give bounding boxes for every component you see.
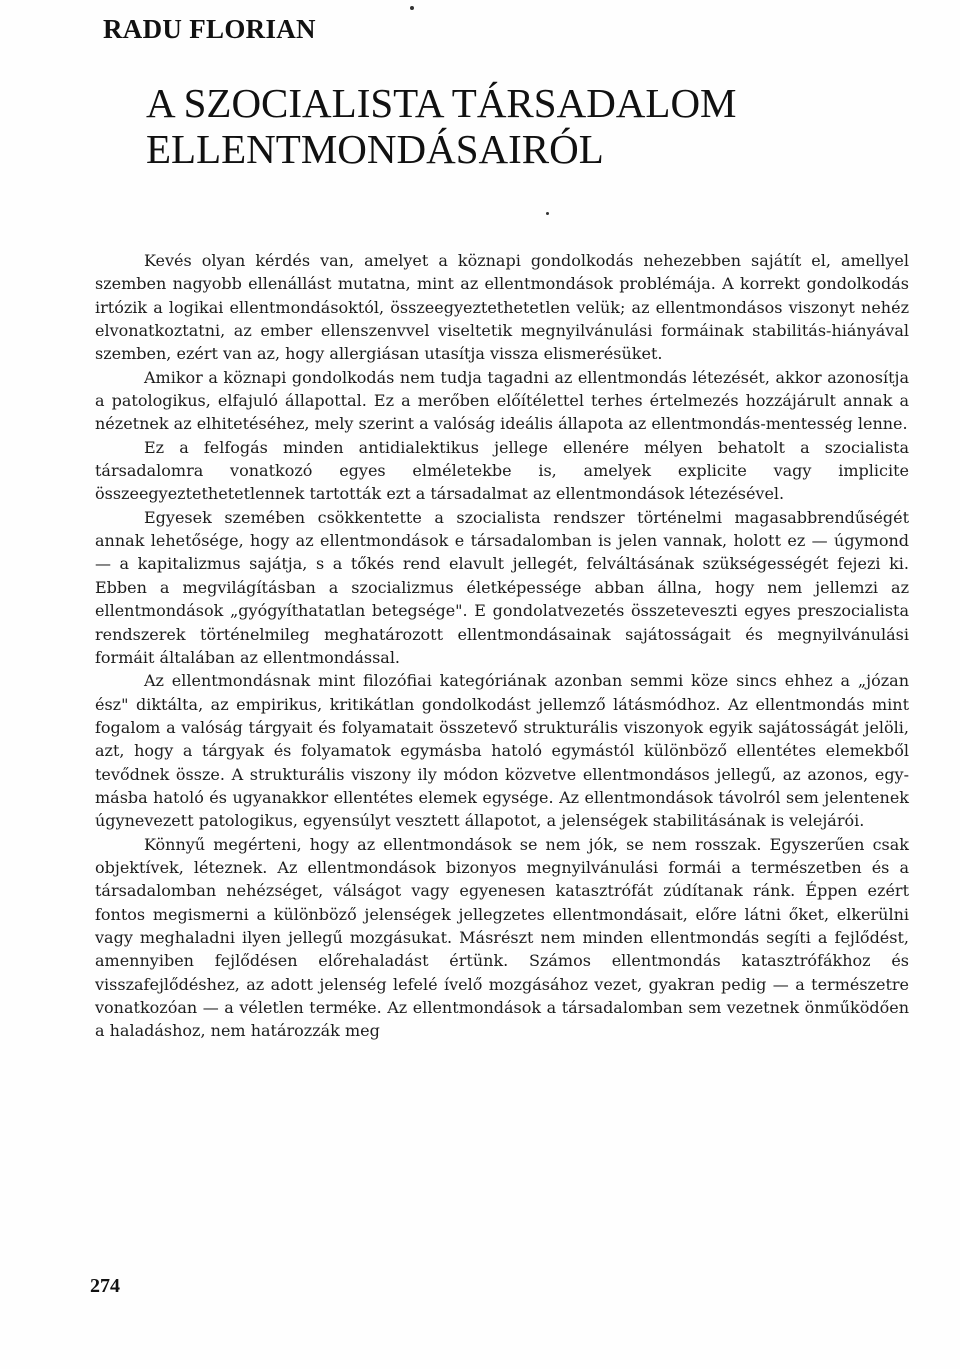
paragraph: Kevés olyan kérdés van, amelyet a köznapi gondolkodás nehezebben sajátít el, amellyel szemben nagyobb ellenállást mutatna, mint az ellentmondások problémája. A korrekt gondolkodás irtózik a logikai ellentmondásoktól, összeegyeztethetetlen velük; az ellentmondásos viszonyt nehéz elvonatkoztatni, az ember ellenszenvvel viseltetik megnyilvánulási formáinak stabilitás-hiányával szemben, ezért van az, hogy allergiásan utasítja vissza elismerésüket. — [95, 251, 909, 364]
paragraph: Egyesek szemében csökkentette a szocialista rendszer történelmi magasabbrendűségét annak lehetősége, hogy az ellentmondások e társadalomban is jelen vannak, holott ez — úgymond — a kapitalizmus sajátja, s a tőkés rend elavult jellegét, felváltásának szükségességét fejezi ki. Ebben a megvilágításban a szocializmus életképessége abban állna, hogy nem jellemzi az ellentmondások „gyógyíthatatlan betegsége". E gondolatvezetés összeteveszti egyes preszocialista rendszerek történelmileg meghatározott ellentmondásainak sajátosságait és megnyilvánulási formáit általában az ellentmondással. — [95, 507, 909, 667]
scan-speck — [410, 6, 414, 10]
paragraph: Könnyű megérteni, hogy az ellentmondások se nem jók, se nem rosszak. Egyszerűen csak objektívek, léteznek. Az ellentmondások bizonyos megnyilvánulási formái a természetben és a társadalomban nehézséget, válságot vagy egyenesen katasztrófát zúdítanak ránk. Éppen ezért fontos megismerni a különböző jelenségek jellegzetes ellentmondásait, előre látni őket, elkerülni vagy meghaladni ilyen jellegű mozgásukat. Másrészt nem minden ellentmondás segíti a fejlődést, amennyiben fejlődésen előrehaladást értünk. Számos ellentmondás katasztrófákhoz és visszafejlődéshez, az adott jelenség lefelé ívelő mozgásához vezet, gyakran pedig — a természetre vonatkozóan — a véletlen terméke. Az ellentmondások a társadalomban sem vezetnek önműködően a haladáshoz, nem határozzák meg — [95, 834, 909, 1041]
article-title-line-2: ELLENTMONDÁSAIRÓL — [146, 126, 604, 172]
paragraph: Az ellentmondásnak mint filozófiai kategóriának azonban semmi köze sincs ehhez a „józan ész" diktálta, az empirikus, kritikátlan gondolkodást jellemző látásmódhoz. Az ellentmondás mint fogalom a valóság tárgyait és folyamatait összetevő strukturális viszonyok egyik sajátosságát jelöli, azt, hogy a tárgyak és folyamatok egymásba hatoló egymástól különböző ellentétes elemekből tevődnek össze. A strukturális viszony ily módon közvetve ellentmondásos jellegű, az azonos, egymásba hatoló és ugyanakkor ellentétes elemek egysége. Az ellentmondások távolról sem jelentenek úgynevezett patologikus, egyensúlyt vesztett állapotot, a jelenségek stabilitásának is velejárói. — [95, 671, 909, 831]
scan-speck — [546, 212, 549, 215]
author-name: RADU FLORIAN — [103, 14, 316, 44]
article-title-line-1: A SZOCIALISTA TÁRSADALOM — [146, 80, 737, 126]
paragraph: Amikor a köznapi gondolkodás nem tudja tagadni az ellentmondás létezését, akkor azonosítja a patologikus, elfajuló állapottal. Ez a merőben előítélettel terhes értelmezés hozzájárult annak a nézetnek az elhitetéséhez, mely szerint a valóság ideális állapota az ellentmondás-mentesség lenne. — [95, 367, 909, 434]
paragraph: Ez a felfogás minden antidialektikus jellege ellenére mélyen behatolt a szocialista társadalomra vonatkozó egyes elméletekbe is, amelyek explicite vagy implicite összeegyeztethetetlennek tartották ezt a társadalmat az ellentmondások létezésével. — [95, 437, 909, 504]
article-body — [95, 249, 909, 1043]
page-number: 274 — [90, 1275, 120, 1297]
article-title — [146, 80, 737, 172]
